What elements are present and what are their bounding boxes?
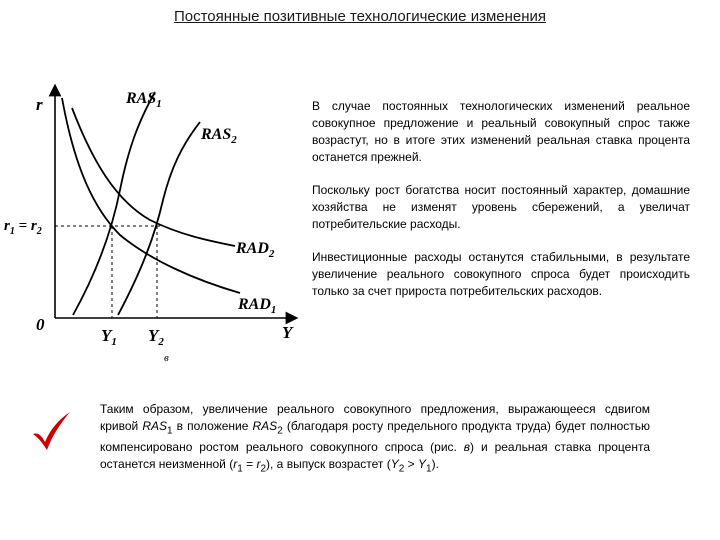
ras2-label: $RAS_2$ [201, 126, 237, 146]
figure-note: в [164, 352, 169, 364]
ras1-curve [73, 92, 155, 315]
checkmark-icon [30, 410, 72, 452]
y1-label: $Y_1$ [101, 326, 117, 348]
ras-rad-diagram [0, 80, 310, 360]
ras1-label: $RAS_1$ [126, 90, 162, 110]
rate-label: $r_1 = r_2$ [4, 218, 42, 237]
paragraph-3: Инвестиционные расходы останутся стабильными, в результате увеличение реального совокупного спроса будет происходить только за счет прироста потребительских расходов. [312, 250, 690, 298]
x-axis-label: Y [282, 323, 293, 342]
origin-label: 0 [36, 315, 45, 334]
summary-paragraph: Таким образом, увеличение реального совокупного предложения, выражающееся сдвигом кривой $RAS_1$ в положение $RAS_2$ (благодаря росту предельного продукта труда) будет полностью компенсировано ростом реального совокупного спроса (рис. в) и реальная ставка процента останется неизменной $(r_1 = r_2)$, а выпуск возрастет $(Y_2 > Y_1)$. [100, 402, 651, 475]
rad2-label: $RAD_2$ [236, 240, 275, 260]
paragraph-1: В случае постоянных технологических изменений реальное совокупное предложение и реальный совокупный спрос также возрастут, но в итоге этих изменений реальная ставка процента останется прежней. [312, 99, 690, 164]
rad1-label: $RAD_1$ [238, 296, 277, 316]
explanation-column [312, 98, 690, 316]
paragraph-2: Поскольку рост богатства носит постоянный характер, домашние хозяйства не изменят уровень сбережений, а увеличат потребительские расходы. [312, 183, 690, 231]
page-title: Постоянные позитивные технологические изменения [173, 8, 547, 25]
y2-label: $Y_2$ [148, 326, 164, 348]
y-axis-label: r [36, 95, 43, 114]
